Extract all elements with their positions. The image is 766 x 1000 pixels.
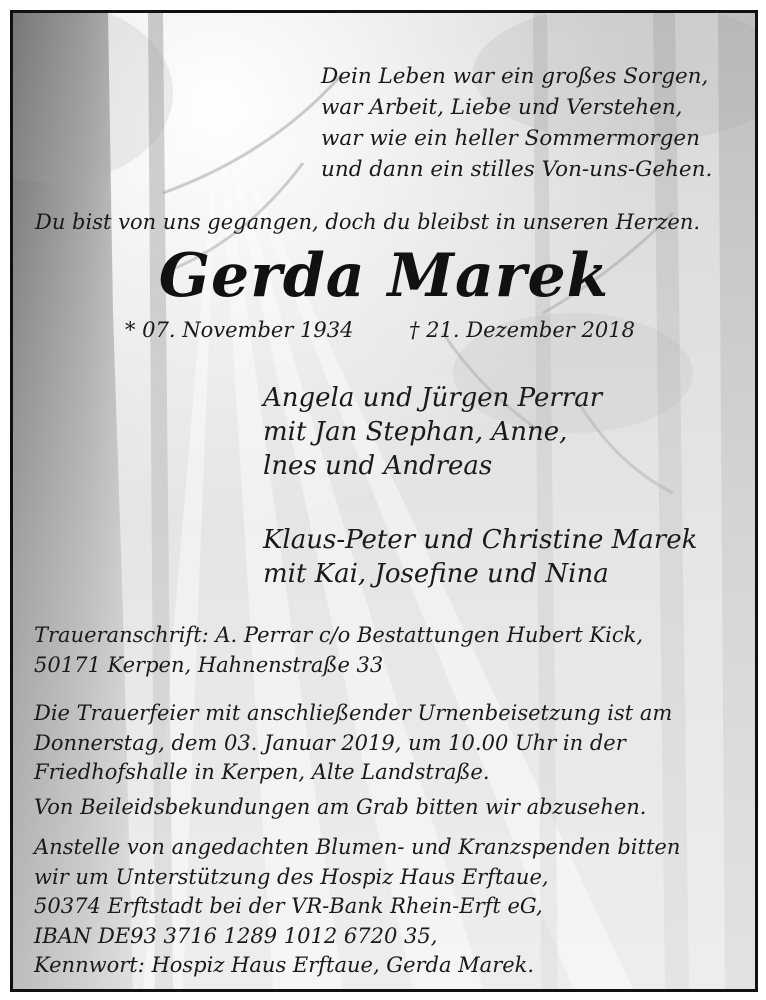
farewell-line: Du bist von uns gegangen, doch du bleibst in unseren Herzen. bbox=[35, 210, 701, 234]
family-group-1 bbox=[263, 381, 602, 483]
deceased-name: Gerda Marek bbox=[158, 241, 610, 311]
donation-line: IBAN DE93 3716 1289 1012 6720 35, bbox=[34, 923, 438, 948]
family-group-2 bbox=[263, 523, 697, 591]
donation-info bbox=[34, 833, 680, 981]
mourning-address bbox=[34, 621, 643, 680]
condolence-note bbox=[34, 793, 647, 823]
poem bbox=[321, 61, 712, 185]
address-line: Traueranschrift: A. Perrar c/o Bestattungen Hubert Kick, bbox=[34, 623, 643, 647]
condolence-line: Von Beileidsbekundungen am Grab bitten wir abzusehen. bbox=[34, 795, 647, 819]
death-date: † 21. Dezember 2018 bbox=[409, 318, 635, 342]
donation-line: wir um Unterstützung des Hospiz Haus Erftaue, bbox=[34, 864, 549, 889]
family-line: Angela und Jürgen Perrar bbox=[263, 383, 603, 413]
poem-line: war wie ein heller Sommermorgen bbox=[321, 126, 701, 151]
ceremony-line: Donnerstag, dem 03. Januar 2019, um 10.00 Uhr in der bbox=[34, 730, 626, 755]
donation-line: 50374 Erftstadt bei der VR-Bank Rhein-Erft eG, bbox=[34, 894, 543, 918]
family-line: mit Kai, Josefine und Nina bbox=[263, 559, 609, 589]
ceremony-line: Friedhofshalle in Kerpen, Alte Landstraße. bbox=[34, 760, 490, 784]
family-line: mit Jan Stephan, Anne, bbox=[263, 417, 568, 447]
obituary-frame bbox=[10, 10, 758, 992]
poem-line: war Arbeit, Liebe und Verstehen, bbox=[321, 95, 683, 120]
ceremony-line: Die Trauerfeier mit anschließender Urnenbeisetzung ist am bbox=[34, 701, 673, 725]
family-line: lnes und Andreas bbox=[263, 451, 493, 481]
address-line: 50171 Kerpen, Hahnenstraße 33 bbox=[34, 652, 384, 677]
family-line: Klaus-Peter und Christine Marek bbox=[263, 525, 698, 555]
ceremony-info bbox=[34, 699, 672, 788]
poem-line: Dein Leben war ein großes Sorgen, bbox=[321, 64, 709, 89]
poem-line: und dann ein stilles Von-uns-Gehen. bbox=[321, 157, 713, 182]
donation-line: Anstelle von angedachten Blumen- und Kranzspenden bitten bbox=[34, 835, 681, 859]
birth-date: * 07. November 1934 bbox=[125, 318, 354, 342]
donation-line: Kennwort: Hospiz Haus Erftaue, Gerda Marek. bbox=[34, 953, 535, 977]
